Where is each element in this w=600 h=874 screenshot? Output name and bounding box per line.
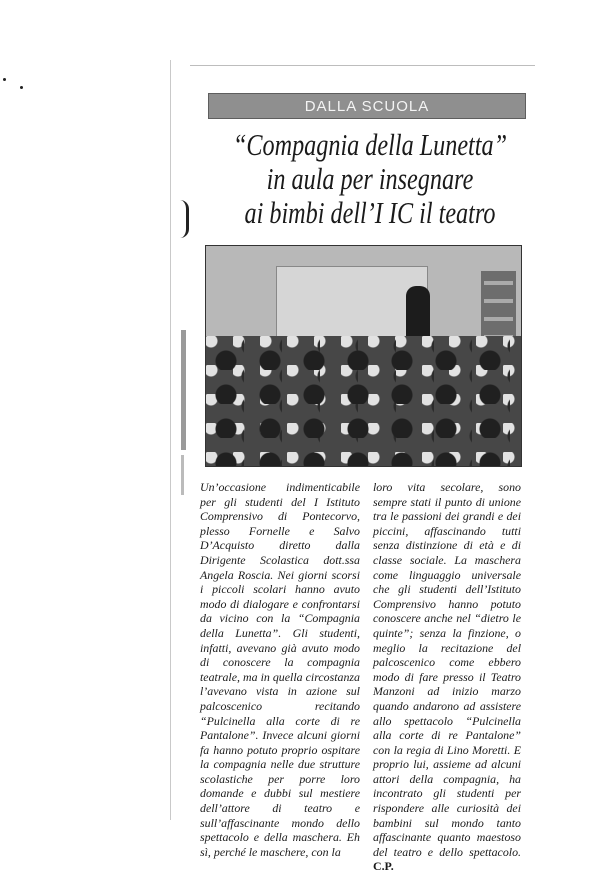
- section-label: DALLA SCUOLA: [304, 97, 430, 115]
- top-rule: [190, 65, 535, 66]
- headline-line-1: “Compagnia della Lunetta”: [232, 127, 508, 162]
- headline-line-3: ai bimbi dell’I IC il teatro: [244, 195, 496, 230]
- author-signature: C.P.: [373, 859, 394, 874]
- headline: [230, 128, 511, 230]
- margin-bar: [181, 330, 186, 450]
- article-text-right-body: loro vita secolare, sono sempre stati il punto di unione tra le passioni dei grandi e dei piccini, affascinando tutti senza distinzione di età e di classe sociale. La maschera come linguaggio universale che gli studenti dell’Istituto Comprensivo hanno potuto conoscere anche nel “dietro le quinte”; senza la finzione, o meglio la recitazione del palcoscenico come ebbero modo di fare presso il Teatro Manzoni ad inizio marzo quando andarono ad assistere allo spettacolo “Pulcinella alla corte di re Pantalone” con la regia di Lino Moretti. E proprio lui, assieme ad alcuni attori della compagnia, ha incontrato gli studenti per rispondere alle curiosità dei bambini sul mondo tanto affascinante quanto maestoso del teatro e dello spettacolo.: [373, 480, 521, 859]
- article-text-right: [373, 480, 521, 874]
- scan-speck: [3, 78, 6, 81]
- article-photo: [205, 245, 522, 467]
- article-text-left: Un’occasione indimenticabile per gli studenti del I Istituto Comprensivo di Pontecorvo, plesso Fornelle e Salvo D’Acquisto diretto dalla Dirigente Scolastica dott.ssa Angela Roscia. Nei giorni scorsi i piccoli scolari hanno avuto modo di dialogare e confrontarsi da vicino con la “Compagnia della Lunetta”. Gli studenti, infatti, avevano già avuto modo di conoscere la compagnia teatrale, ma in quella circostanza l’avevano vista in azione sul palcoscenico recitando “Pulcinella alla corte di re Pantalone”. Invece alcuni giorni fa hanno potuto proprio ospitare la compagnia nelle due strutture scolastiche per porre loro domande e dubbi sul mestiere dell’attore di teatro e sull’affascinante mondo dello spettacolo e della maschera. Eh sì, perché le maschere, con la: [200, 480, 360, 859]
- scan-speck: [20, 86, 23, 89]
- bracket-mark: [180, 200, 189, 238]
- photo-audience: [206, 336, 521, 466]
- article-column-left: [200, 480, 360, 859]
- article-column-right: [373, 480, 521, 874]
- section-band: [208, 93, 526, 119]
- headline-line-2: in aula per insegnare: [266, 161, 474, 196]
- scan-margin: [170, 60, 181, 820]
- margin-bar: [181, 455, 184, 495]
